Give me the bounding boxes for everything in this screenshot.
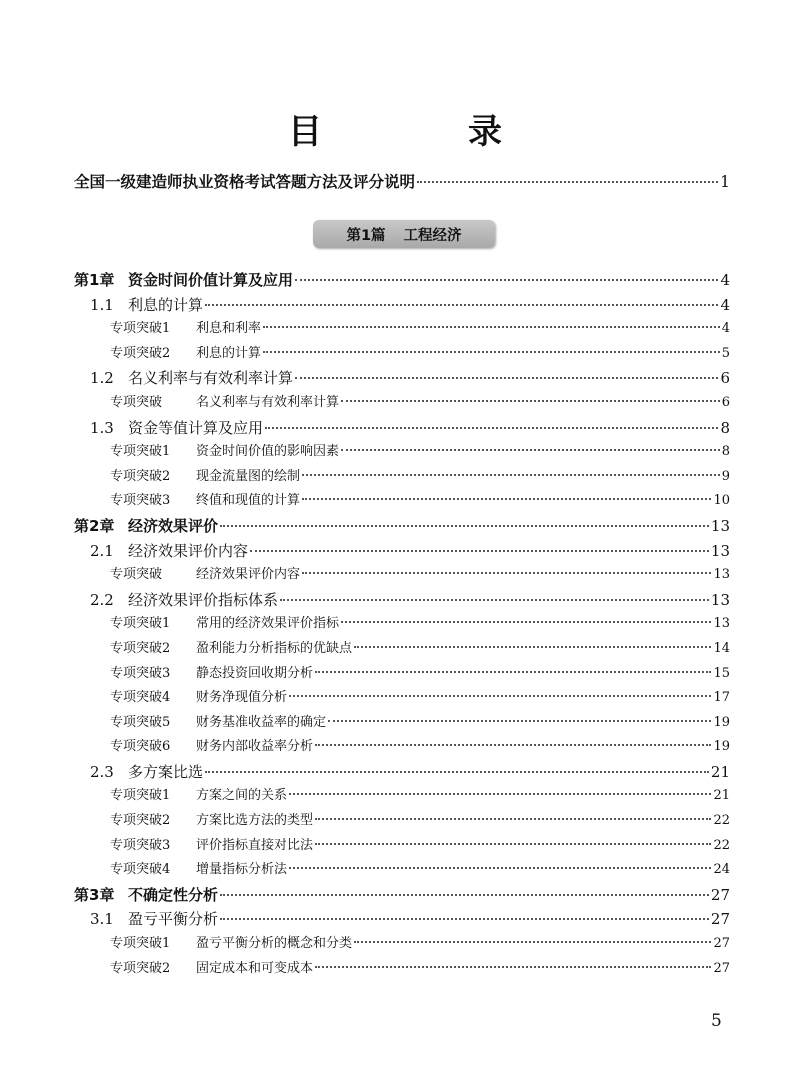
toc-item-entry[interactable]: [74, 662, 730, 687]
toc-entry-number: 1.2: [90, 369, 114, 388]
dot-leader: [302, 572, 711, 574]
toc-entry-title: 经济效果评价指标体系: [128, 590, 279, 609]
toc-entry-title: 常用的经济效果评价指标: [196, 616, 340, 632]
toc-entry-title: 盈亏平衡分析: [128, 910, 219, 929]
dot-leader: [220, 525, 709, 527]
toc-entry-title: 盈利能力分析指标的优缺点: [196, 640, 353, 656]
toc-item-entry[interactable]: [74, 440, 730, 465]
toc-entry-title: 盈亏平衡分析的概念和分类: [196, 936, 353, 952]
toc-entry-page: 13: [710, 590, 730, 609]
dot-leader: [341, 621, 711, 623]
toc-entry-page: 6: [721, 394, 730, 410]
toc-section-entry[interactable]: [74, 293, 730, 318]
toc-entry-number: 2.2: [90, 590, 114, 609]
toc-entry-title: 资金时间价值计算及应用: [128, 271, 294, 289]
toc-entry-number: 专项突破2: [110, 345, 171, 361]
toc-entry-title: 名义利率与有效利率计算: [196, 394, 340, 410]
dot-leader: [354, 941, 711, 943]
page-number: 5: [711, 1011, 722, 1031]
toc-item-entry[interactable]: [74, 637, 730, 662]
toc-entry-title: 财务内部收益率分析: [196, 739, 314, 755]
toc-entry-title: 评价指标直接对比法: [196, 837, 314, 853]
toc-entry-page: 19: [713, 739, 730, 755]
toc-entry-page: 17: [713, 690, 730, 706]
toc-item-entry[interactable]: [74, 809, 730, 834]
toc-entry-title: 经济效果评价内容: [196, 567, 301, 583]
toc-entry-number: 1.3: [90, 418, 114, 437]
dot-leader: [315, 818, 711, 820]
toc-section-entry[interactable]: [74, 907, 730, 932]
toc-item-entry[interactable]: [74, 612, 730, 637]
toc-entry-number: 专项突破6: [110, 739, 171, 755]
toc-entry-page: 21: [713, 788, 730, 804]
toc-chapter-entry[interactable]: [74, 268, 730, 293]
toc-entry-title: 财务基准收益率的确定: [196, 714, 327, 730]
dot-leader: [289, 867, 711, 869]
toc-entry-page: 4: [720, 295, 730, 314]
dot-leader: [289, 793, 711, 795]
part-name: 工程经济: [403, 227, 462, 244]
toc-entry-page: 15: [713, 665, 730, 681]
toc-entry-page: 24: [713, 862, 730, 878]
toc-entry-title: 增量指标分析法: [196, 862, 288, 878]
toc-entry-page: 21: [710, 762, 730, 781]
toc-entry-page: 4: [720, 271, 730, 289]
toc-entry-page: 27: [710, 885, 730, 904]
toc-entry-title: 利息和利率: [196, 321, 262, 337]
page-title: 目 录: [288, 112, 558, 152]
toc-entry-number: 第2章: [74, 516, 115, 535]
toc-entry-page: 27: [713, 960, 730, 976]
toc-entry-number: 专项突破: [110, 394, 163, 410]
dot-leader: [302, 498, 711, 500]
toc-item-entry[interactable]: [74, 711, 730, 736]
toc-entry-number: 专项突破2: [110, 813, 171, 829]
toc-chapter-entry[interactable]: [74, 514, 730, 539]
toc-entry-number: 2.3: [90, 762, 114, 781]
toc-entry-title: 经济效果评价: [128, 516, 219, 535]
toc-entry-title: 资金等值计算及应用: [128, 418, 264, 437]
dot-leader: [280, 599, 709, 601]
dot-leader: [315, 966, 711, 968]
toc-entry-page: 5: [721, 345, 730, 361]
dot-leader: [263, 326, 720, 328]
toc-entry-title: 利息的计算: [128, 295, 204, 314]
toc-entry-title: 经济效果评价内容: [128, 541, 249, 560]
toc-entry-title: 方案之间的关系: [196, 788, 288, 804]
toc-entry-number: 专项突破3: [110, 665, 171, 681]
dot-leader: [341, 449, 720, 451]
toc-entry-number: 第3章: [74, 885, 115, 904]
dot-leader: [417, 181, 718, 183]
toc-entry-title: 利息的计算: [196, 345, 262, 361]
toc-entry-page: 22: [713, 813, 730, 829]
toc-item-entry[interactable]: [74, 784, 730, 809]
toc-entry-page: 6: [720, 369, 730, 388]
toc-entry-number: 3.1: [90, 910, 114, 929]
toc-entry-number: 专项突破4: [110, 690, 171, 706]
toc-entry-title: 财务净现值分析: [196, 690, 288, 706]
toc-entry-number: 专项突破2: [110, 468, 171, 484]
toc-entry-number: 专项突破1: [110, 936, 171, 952]
toc-entry-title: 现金流量图的绘制: [196, 468, 301, 484]
toc-entry-number: 专项突破2: [110, 960, 171, 976]
toc-entry-number: 专项突破4: [110, 862, 171, 878]
toc-entry-number: 2.1: [90, 541, 114, 560]
toc-entry-page: 13: [713, 616, 730, 632]
toc-entry-number: 专项突破1: [110, 788, 171, 804]
toc-entry-number: 专项突破: [110, 567, 163, 583]
toc-item-entry[interactable]: [74, 834, 730, 859]
dot-leader: [315, 744, 711, 746]
toc-section-entry[interactable]: [74, 588, 730, 613]
toc-entry-number: 专项突破2: [110, 640, 171, 656]
toc-item-entry[interactable]: [74, 317, 730, 342]
toc-entry-title: 方案比选方法的类型: [196, 813, 314, 829]
toc-item-entry[interactable]: [74, 932, 730, 957]
toc-section-entry[interactable]: [74, 539, 730, 564]
toc-entry-title: 多方案比选: [128, 762, 204, 781]
toc-entry-page: 13: [710, 541, 730, 560]
toc-entry-page: 27: [713, 936, 730, 952]
dot-leader: [315, 843, 711, 845]
dot-leader: [295, 377, 718, 379]
toc-entry-page: 22: [713, 837, 730, 853]
dot-leader: [265, 427, 718, 429]
toc-section-entry[interactable]: [74, 416, 730, 441]
toc-entry-number: 专项突破3: [110, 493, 171, 509]
toc-entry-number: 第1章: [74, 271, 115, 289]
toc-entry-title: 固定成本和可变成本: [196, 960, 314, 976]
toc-entry-page: 8: [721, 444, 730, 460]
toc-item-entry[interactable]: [74, 391, 730, 416]
toc-entry-number: 1.1: [90, 295, 114, 314]
toc-chapter-entry[interactable]: [74, 883, 730, 908]
dot-leader: [341, 400, 720, 402]
dot-leader: [220, 918, 709, 920]
dot-leader: [302, 474, 720, 476]
toc-entry-title: 资金时间价值的影响因素: [196, 444, 340, 460]
toc-intro-title: 全国一级建造师执业资格考试答题方法及评分说明: [74, 173, 416, 191]
toc-entry-number: 专项突破3: [110, 837, 171, 853]
toc-item-entry[interactable]: [74, 342, 730, 367]
dot-leader: [205, 304, 718, 306]
toc-list: [74, 268, 730, 981]
dot-leader: [263, 351, 720, 353]
dot-leader: [295, 279, 718, 281]
toc-entry-title: 静态投资回收期分析: [196, 665, 314, 681]
toc-entry-page: 8: [720, 418, 730, 437]
toc-item-entry[interactable]: [74, 465, 730, 490]
toc-item-entry[interactable]: [74, 563, 730, 588]
toc-entry-page: 9: [721, 468, 730, 484]
toc-intro-entry[interactable]: [74, 170, 730, 192]
toc-item-entry[interactable]: [74, 735, 730, 760]
toc-item-entry[interactable]: [74, 686, 730, 711]
toc-entry-title: 不确定性分析: [128, 885, 219, 904]
toc-entry-page: 27: [710, 910, 730, 929]
toc-entry-title: 终值和现值的计算: [196, 493, 301, 509]
toc-item-entry[interactable]: [74, 489, 730, 514]
toc-intro-page: 1: [720, 173, 730, 191]
dot-leader: [328, 720, 711, 722]
dot-leader: [250, 550, 709, 552]
toc-entry-page: 10: [713, 493, 730, 509]
part-banner: [313, 220, 495, 248]
toc-entry-page: 19: [713, 714, 730, 730]
dot-leader: [289, 695, 711, 697]
toc-item-entry[interactable]: [74, 957, 730, 982]
toc-entry-page: 14: [713, 640, 730, 656]
toc-section-entry[interactable]: [74, 366, 730, 391]
toc-entry-title: 名义利率与有效利率计算: [128, 369, 294, 388]
toc-entry-page: 4: [721, 321, 730, 337]
dot-leader: [205, 771, 709, 773]
toc-entry-number: 专项突破1: [110, 321, 171, 337]
toc-entry-number: 专项突破1: [110, 616, 171, 632]
dot-leader: [315, 671, 711, 673]
part-label: 第1篇: [346, 227, 386, 244]
toc-section-entry[interactable]: [74, 760, 730, 785]
toc-entry-number: 专项突破1: [110, 444, 171, 460]
dot-leader: [354, 646, 711, 648]
toc-entry-page: 13: [713, 567, 730, 583]
toc-entry-number: 专项突破5: [110, 714, 171, 730]
toc-entry-page: 13: [710, 516, 730, 535]
toc-item-entry[interactable]: [74, 858, 730, 883]
dot-leader: [220, 894, 709, 896]
